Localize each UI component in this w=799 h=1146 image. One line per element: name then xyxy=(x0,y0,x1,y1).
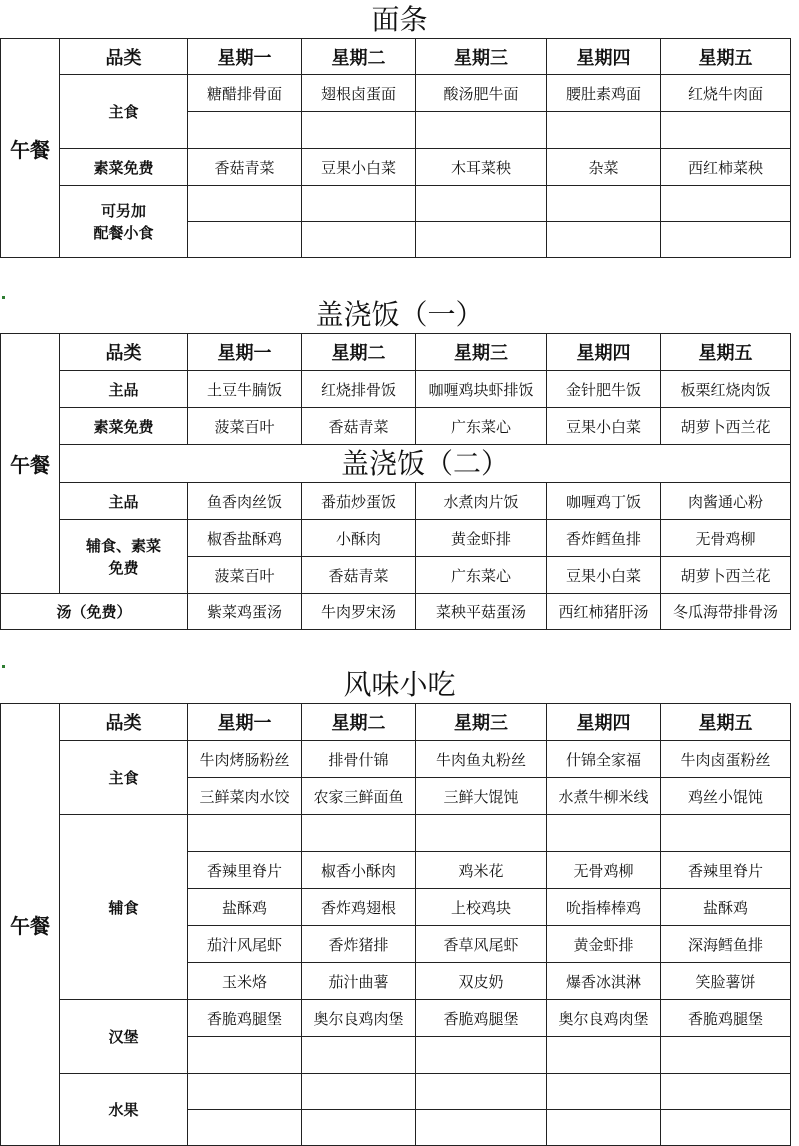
table-row xyxy=(1,520,791,557)
menu-cell: 笑脸薯饼 xyxy=(661,963,791,1000)
empty-cell xyxy=(661,1074,791,1110)
menu-cell: 上校鸡块 xyxy=(416,889,547,926)
menu-cell: 广东菜心 xyxy=(416,557,547,594)
category-label: 素菜免费 xyxy=(60,149,188,186)
empty-cell xyxy=(416,112,547,149)
menu-cell: 三鲜菜肉水饺 xyxy=(188,778,302,815)
menu-cell: 翅根卤蛋面 xyxy=(302,75,416,112)
empty-cell xyxy=(416,222,547,258)
menu-cell: 胡萝卜西兰花 xyxy=(661,557,791,594)
empty-cell xyxy=(661,1110,791,1146)
menu-cell: 菠菜百叶 xyxy=(188,408,302,445)
table-row xyxy=(1,75,791,112)
menu-cell: 番茄炒蛋饭 xyxy=(302,483,416,520)
snack-menu-table xyxy=(0,703,791,1146)
menu-cell: 紫菜鸡蛋汤 xyxy=(188,594,302,630)
menu-cell: 茄汁曲薯 xyxy=(302,963,416,1000)
menu-cell: 金针肥牛饭 xyxy=(547,371,661,408)
menu-cell: 香炸鳕鱼排 xyxy=(547,520,661,557)
menu-cell: 奥尔良鸡肉堡 xyxy=(547,1000,661,1037)
menu-cell: 牛肉烤肠粉丝 xyxy=(188,741,302,778)
menu-cell: 西红柿菜秧 xyxy=(661,149,791,186)
day-header: 星期二 xyxy=(302,39,416,75)
empty-cell xyxy=(302,815,416,852)
menu-cell: 椒香小酥肉 xyxy=(302,852,416,889)
menu-cell: 香炸鸡翅根 xyxy=(302,889,416,926)
menu-cell: 板栗红烧肉饭 xyxy=(661,371,791,408)
category-label xyxy=(60,520,188,594)
empty-cell xyxy=(547,1110,661,1146)
empty-cell xyxy=(416,186,547,222)
empty-cell xyxy=(661,186,791,222)
menu-cell: 香脆鸡腿堡 xyxy=(188,1000,302,1037)
day-header: 星期五 xyxy=(661,334,791,371)
menu-cell: 香炸猪排 xyxy=(302,926,416,963)
menu-cell: 红烧排骨饭 xyxy=(302,371,416,408)
menu-cell: 香草风尾虾 xyxy=(416,926,547,963)
day-header: 星期四 xyxy=(547,39,661,75)
empty-cell xyxy=(302,112,416,149)
category-label: 主品 xyxy=(60,483,188,520)
menu-cell: 糖醋排骨面 xyxy=(188,75,302,112)
menu-cell: 香菇青菜 xyxy=(302,408,416,445)
menu-cell: 排骨什锦 xyxy=(302,741,416,778)
empty-cell xyxy=(661,1037,791,1074)
table-row xyxy=(1,149,791,186)
empty-cell xyxy=(547,815,661,852)
menu-cell: 广东菜心 xyxy=(416,408,547,445)
day-header: 星期三 xyxy=(416,39,547,75)
menu-cell: 西红柿猪肝汤 xyxy=(547,594,661,630)
category-label: 主食 xyxy=(60,741,188,815)
empty-cell xyxy=(547,1037,661,1074)
table-row xyxy=(1,1074,791,1110)
menu-cell: 黄金虾排 xyxy=(547,926,661,963)
menu-cell: 酸汤肥牛面 xyxy=(416,75,547,112)
empty-cell xyxy=(547,186,661,222)
category-label: 汉堡 xyxy=(60,1000,188,1074)
table-row xyxy=(1,483,791,520)
menu-cell: 香辣里脊片 xyxy=(661,852,791,889)
table-row xyxy=(1,594,791,630)
menu-cell: 盐酥鸡 xyxy=(661,889,791,926)
menu-cell: 咖喱鸡块虾排饭 xyxy=(416,371,547,408)
menu-cell: 无骨鸡柳 xyxy=(547,852,661,889)
category-header: 品类 xyxy=(60,39,188,75)
category-label xyxy=(60,186,188,258)
menu-cell: 菠菜百叶 xyxy=(188,557,302,594)
menu-cell: 玉米烙 xyxy=(188,963,302,1000)
empty-cell xyxy=(416,815,547,852)
noodle-menu-table xyxy=(0,38,791,258)
menu-cell: 三鲜大馄饨 xyxy=(416,778,547,815)
header-row xyxy=(1,39,791,75)
snack-title: 风味小吃 xyxy=(343,668,456,701)
day-header: 星期三 xyxy=(416,334,547,371)
empty-cell xyxy=(302,1074,416,1110)
category-label-line: 配餐小食 xyxy=(93,223,154,242)
menu-cell: 红烧牛肉面 xyxy=(661,75,791,112)
empty-cell xyxy=(302,1110,416,1146)
table-row xyxy=(1,186,791,222)
subtitle-row xyxy=(1,445,791,483)
empty-cell xyxy=(547,1074,661,1110)
menu-cell: 豆果小白菜 xyxy=(302,149,416,186)
category-label: 素菜免费 xyxy=(60,408,188,445)
menu-cell: 香菇青菜 xyxy=(188,149,302,186)
empty-cell xyxy=(188,1074,302,1110)
day-header: 星期四 xyxy=(547,704,661,741)
category-label: 主品 xyxy=(60,371,188,408)
menu-cell: 豆果小白菜 xyxy=(547,557,661,594)
menu-cell: 茄汁风尾虾 xyxy=(188,926,302,963)
menu-cell: 鸡米花 xyxy=(416,852,547,889)
noodle-title: 面条 xyxy=(371,3,428,36)
menu-cell: 香菇青菜 xyxy=(302,557,416,594)
empty-cell xyxy=(661,112,791,149)
menu-cell: 菜秧平菇蛋汤 xyxy=(416,594,547,630)
empty-cell xyxy=(188,815,302,852)
empty-cell xyxy=(416,1037,547,1074)
menu-cell: 吮指棒棒鸡 xyxy=(547,889,661,926)
category-label: 主食 xyxy=(60,75,188,149)
menu-cell: 肉酱通心粉 xyxy=(661,483,791,520)
menu-cell: 牛肉卤蛋粉丝 xyxy=(661,741,791,778)
empty-cell xyxy=(188,1037,302,1074)
menu-cell: 咖喱鸡丁饭 xyxy=(547,483,661,520)
header-row xyxy=(1,334,791,371)
day-header: 星期四 xyxy=(547,334,661,371)
day-header: 星期二 xyxy=(302,334,416,371)
menu-cell: 小酥肉 xyxy=(302,520,416,557)
day-header: 星期一 xyxy=(188,39,302,75)
table-row xyxy=(1,371,791,408)
menu-cell: 椒香盐酥鸡 xyxy=(188,520,302,557)
table-row xyxy=(1,408,791,445)
menu-cell: 香脆鸡腿堡 xyxy=(661,1000,791,1037)
table-row xyxy=(1,815,791,852)
empty-cell xyxy=(188,222,302,258)
day-header: 星期五 xyxy=(661,704,791,741)
menu-cell: 木耳菜秧 xyxy=(416,149,547,186)
empty-cell xyxy=(302,1037,416,1074)
day-header: 星期一 xyxy=(188,334,302,371)
empty-cell xyxy=(302,186,416,222)
category-header: 品类 xyxy=(60,334,188,371)
empty-cell xyxy=(416,1110,547,1146)
rice-title-1: 盖浇饭（一） xyxy=(315,298,484,331)
category-label-line: 免费 xyxy=(108,558,139,577)
empty-cell xyxy=(188,1110,302,1146)
empty-cell xyxy=(416,1074,547,1110)
menu-cell: 胡萝卜西兰花 xyxy=(661,408,791,445)
menu-cell: 杂菜 xyxy=(547,149,661,186)
header-row xyxy=(1,704,791,741)
category-label: 水果 xyxy=(60,1074,188,1146)
menu-cell: 腰肚素鸡面 xyxy=(547,75,661,112)
empty-cell xyxy=(547,112,661,149)
menu-cell: 黄金虾排 xyxy=(416,520,547,557)
menu-cell: 爆香冰淇淋 xyxy=(547,963,661,1000)
meal-label: 午餐 xyxy=(1,704,60,1146)
category-label-line: 可另加 xyxy=(100,201,146,220)
rice-title-2: 盖浇饭（二） xyxy=(60,445,791,483)
table-row xyxy=(1,741,791,778)
menu-cell: 香辣里脊片 xyxy=(188,852,302,889)
empty-cell xyxy=(188,112,302,149)
category-label-line: 辅食、素菜 xyxy=(85,536,161,555)
menu-cell: 土豆牛腩饭 xyxy=(188,371,302,408)
menu-cell: 鸡丝小馄饨 xyxy=(661,778,791,815)
rice-menu-table xyxy=(0,333,791,630)
empty-cell xyxy=(188,186,302,222)
menu-cell: 无骨鸡柳 xyxy=(661,520,791,557)
menu-cell: 豆果小白菜 xyxy=(547,408,661,445)
menu-cell: 冬瓜海带排骨汤 xyxy=(661,594,791,630)
empty-cell xyxy=(302,222,416,258)
menu-cell: 牛肉鱼丸粉丝 xyxy=(416,741,547,778)
table-row xyxy=(1,1000,791,1037)
empty-cell xyxy=(547,222,661,258)
menu-cell: 盐酥鸡 xyxy=(188,889,302,926)
day-header: 星期一 xyxy=(188,704,302,741)
day-header: 星期五 xyxy=(661,39,791,75)
menu-cell: 牛肉罗宋汤 xyxy=(302,594,416,630)
category-label: 辅食 xyxy=(60,815,188,1000)
category-label: 汤（免费） xyxy=(1,594,188,630)
menu-cell: 深海鳕鱼排 xyxy=(661,926,791,963)
menu-cell: 水煮肉片饭 xyxy=(416,483,547,520)
menu-cell: 水煮牛柳米线 xyxy=(547,778,661,815)
meal-label: 午餐 xyxy=(1,39,60,258)
empty-cell xyxy=(661,815,791,852)
menu-cell: 双皮奶 xyxy=(416,963,547,1000)
menu-cell: 香脆鸡腿堡 xyxy=(416,1000,547,1037)
menu-cell: 鱼香肉丝饭 xyxy=(188,483,302,520)
meal-label: 午餐 xyxy=(1,334,60,594)
menu-cell: 奥尔良鸡肉堡 xyxy=(302,1000,416,1037)
day-header: 星期二 xyxy=(302,704,416,741)
day-header: 星期三 xyxy=(416,704,547,741)
category-header: 品类 xyxy=(60,704,188,741)
empty-cell xyxy=(661,222,791,258)
menu-cell: 农家三鲜面鱼 xyxy=(302,778,416,815)
menu-cell: 什锦全家福 xyxy=(547,741,661,778)
